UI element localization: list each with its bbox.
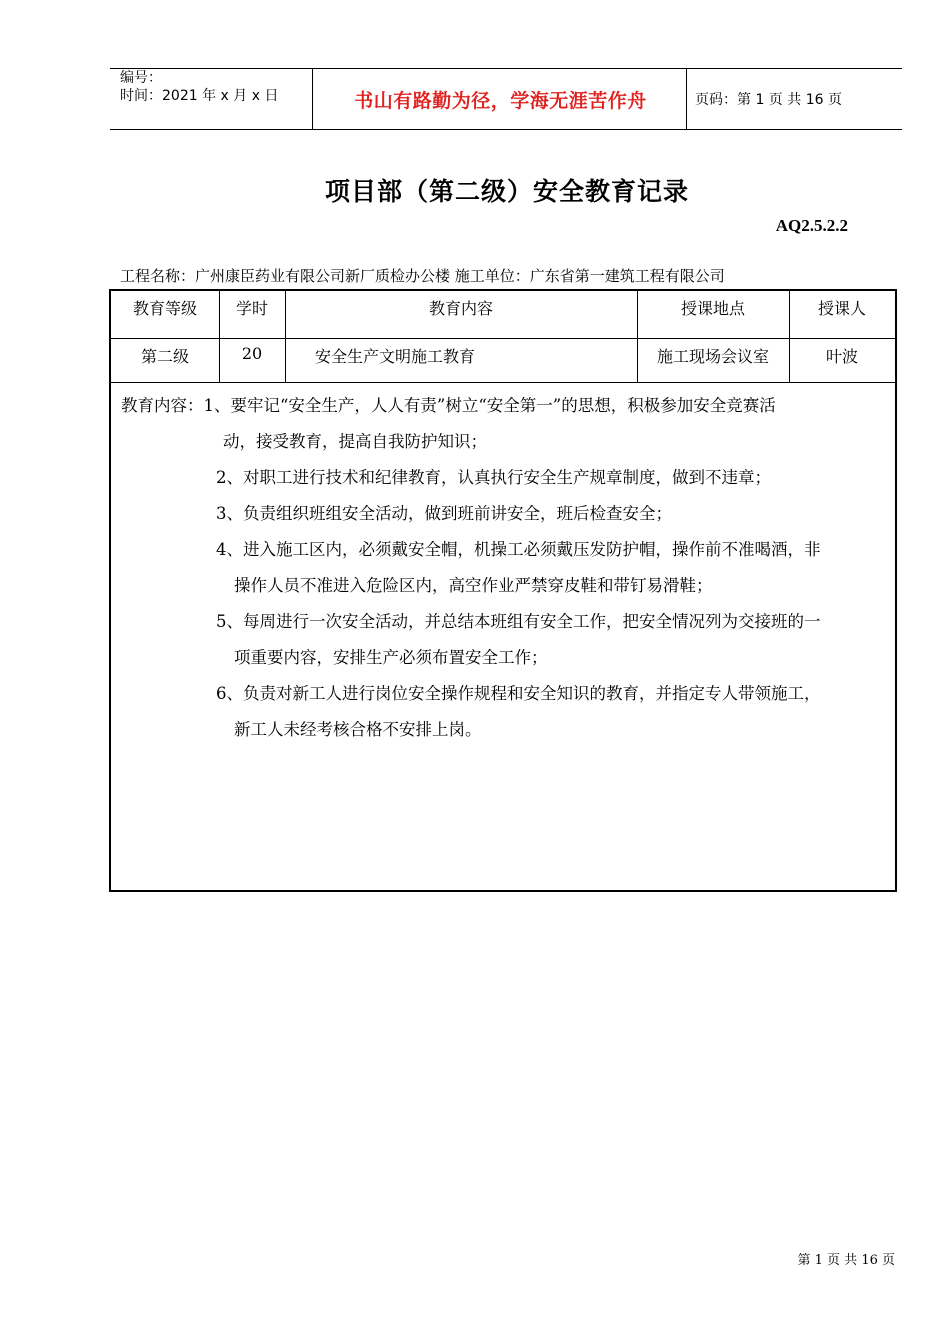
content-line: 操作人员不准进入危险区内，高空作业严禁穿皮鞋和带钉易滑鞋； [234,576,713,595]
header-meta [120,69,278,105]
cell-hours: 20 [241,344,263,363]
content-line: 2、对职工进行技术和纪律教育，认真执行安全生产规章制度，做到不违章； [216,468,771,487]
education-content [121,388,889,748]
header-motto: 书山有路勤为径，学海无涯苦作舟 [354,89,647,112]
document-title: 项目部（第二级）安全教育记录 [324,177,689,206]
content-line: 3、负责组织班组安全活动，做到班前讲安全，班后检查安全； [216,504,672,523]
content-line: 新工人未经考核合格不安排上岗。 [234,720,482,739]
time-label: 时间：2021 年 x 月 x 日 [120,88,279,104]
header-content: 教育内容 [428,299,493,318]
header-education-level: 教育等级 [132,299,197,318]
number-label: 编号： [120,70,162,86]
content-line: 项重要内容，安排生产必须布置安全工作； [234,648,548,667]
cell-lecturer: 叶波 [825,347,858,366]
header-page-info: 页码：第 1 页 共 16 页 [695,92,842,108]
header-divider [312,69,313,129]
row-divider [111,382,895,383]
document-code: AQ2.5.2.2 [775,216,848,235]
header-lecturer: 授课人 [817,299,866,318]
content-line: 教育内容：1、要牢记“安全生产，人人有责”树立“安全第一”的思想，积极参加安全竞赛活 [121,396,776,415]
header-location: 授课地点 [680,299,745,318]
cell-location: 施工现场会议室 [656,347,769,366]
project-info: 工程名称：广州康臣药业有限公司新厂质检办公楼 施工单位：广东省第一建筑工程有限公司 [120,267,725,285]
header-divider [686,69,687,129]
education-record-table [109,289,897,892]
content-line: 5、每周进行一次安全活动，并总结本班组有安全工作，把安全情况列为交接班的一 [216,612,821,631]
header-hours: 学时 [235,299,268,318]
content-line: 6、负责对新工人进行岗位安全操作规程和安全知识的教育，并指定专人带领施工， [216,684,821,703]
content-line: 动，接受教育，提高自我防护知识； [223,432,487,451]
cell-content: 安全生产文明施工教育 [315,347,476,366]
page-footer: 第 1 页 共 16 页 [797,1253,895,1268]
content-line: 4、进入施工区内，必须戴安全帽，机操工必须戴压发防护帽，操作前不准喝酒，非 [216,540,821,559]
page-header [110,68,902,130]
cell-education-level: 第二级 [140,347,189,366]
